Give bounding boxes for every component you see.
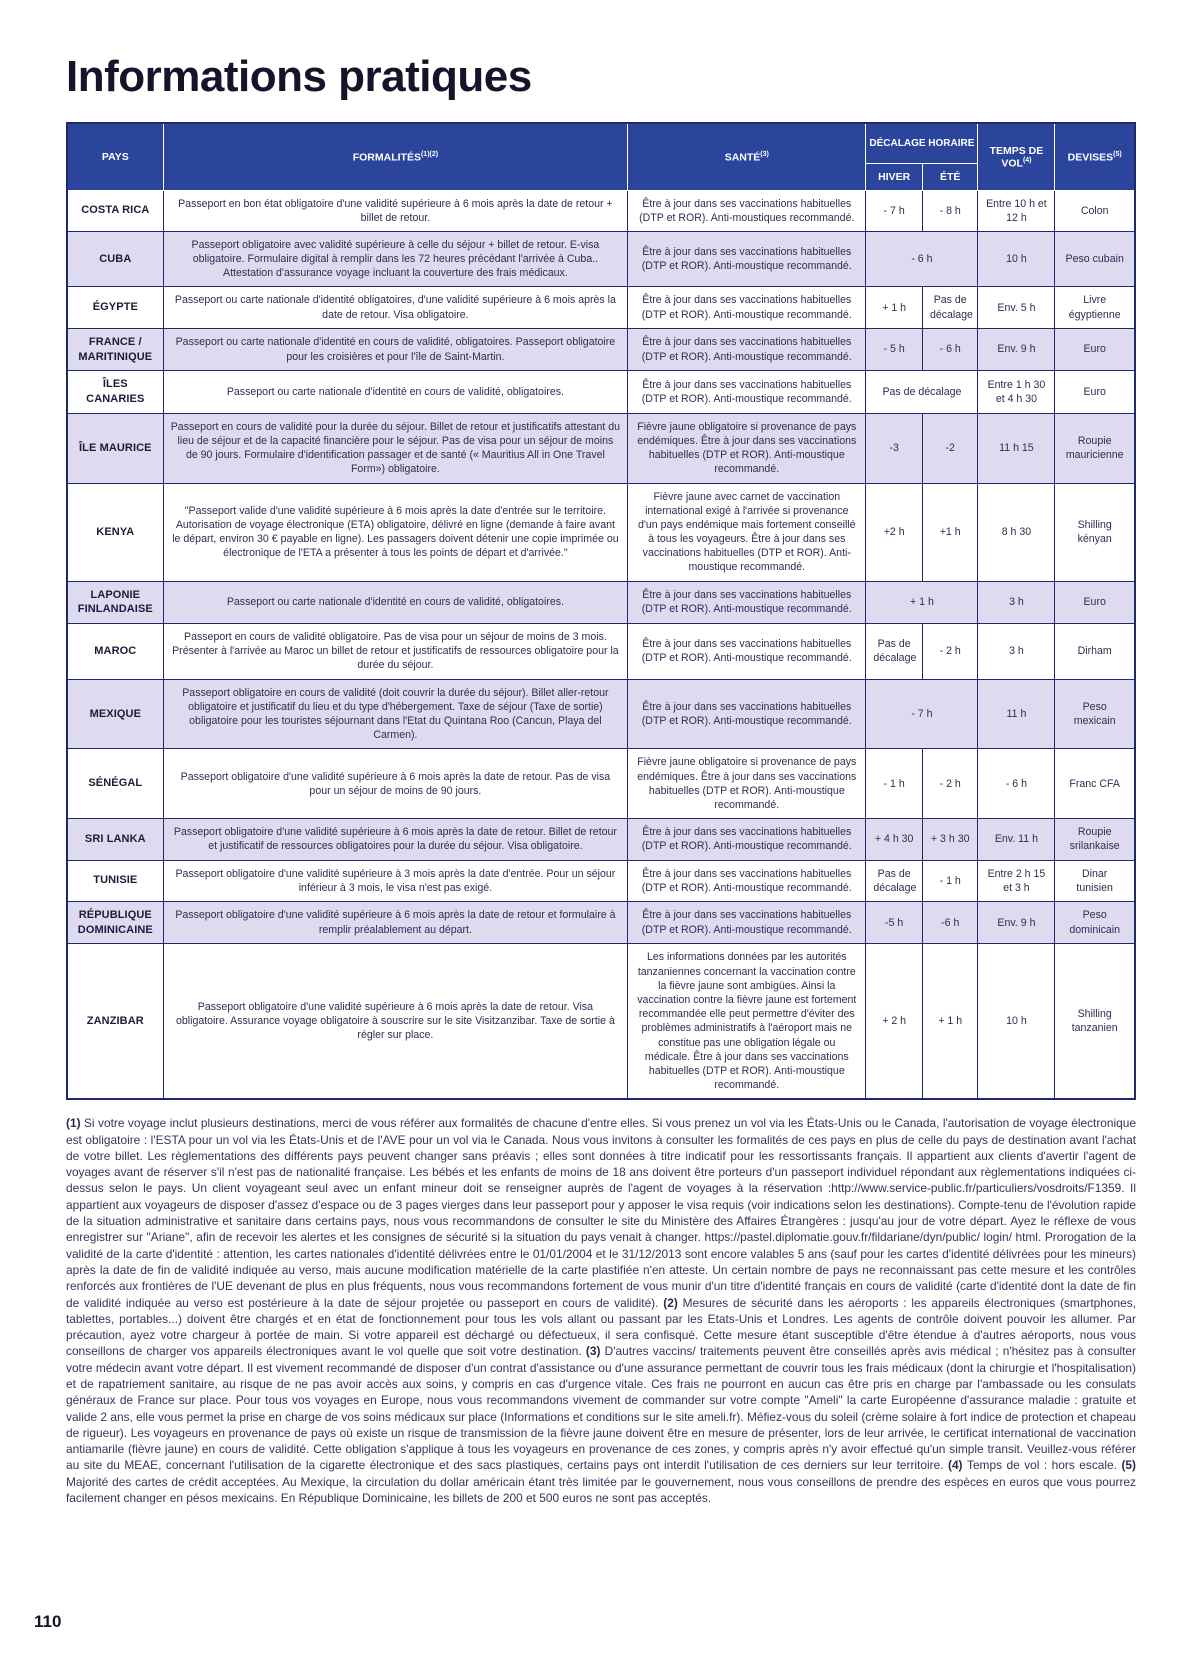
cell-decalage-ete: -6 h — [922, 901, 978, 943]
header-temps-de-vol — [978, 123, 1055, 190]
cell-decalage-combined: - 6 h — [866, 231, 978, 287]
page-number: 110 — [34, 1612, 62, 1631]
cell-pays: ÉGYPTE — [67, 287, 163, 328]
cell-temps-de-vol: Entre 1 h 30 et 4 h 30 — [978, 371, 1055, 413]
cell-temps-de-vol: Env. 5 h — [978, 287, 1055, 328]
cell-decalage-ete: - 6 h — [922, 328, 978, 370]
table-row — [67, 581, 1135, 623]
header-sante — [628, 123, 866, 190]
cell-sante: Être à jour dans ses vaccinations habituelles (DTP et ROR). Anti-moustique recommandé. — [628, 679, 866, 749]
cell-decalage-hiver: - 5 h — [866, 328, 923, 370]
cell-sante: Être à jour dans ses vaccinations habituelles (DTP et ROR). Anti-moustique recommandé. — [628, 901, 866, 943]
header-devises-label: DEVISES — [1067, 151, 1114, 163]
table-row — [67, 371, 1135, 413]
cell-pays: FRANCE / MARITINIQUE — [67, 328, 163, 370]
cell-pays: COSTA RICA — [67, 190, 163, 231]
cell-devises: Peso dominicain — [1055, 901, 1135, 943]
footnote-text: Si votre voyage inclut plusieurs destinations, merci de vous référer aux formalités de chacune d'entre elles. Si vous prenez un vol via les États-Unis ou le Canada, l'autorisation de voyage électronique est obligatoire : l'ESTA pour un vol via les États-Unis et de l'AVE pour un vol via le Canada. Nous vous invitons à consulter les formalités de ces pays en plus de celle du pays de destination avant l'achat de votre billet. Les règlementations des différents pays peuvent changer sans préavis ; elles sont données à titre indicatif pour les ressortissants français. Il appartient aux clients d'avertir l'agent de voyages avant de réserver s'il n'est pas de nationalité française. Les bébés et les enfants de moins de 18 ans doivent être porteurs d'un passeport individuel répondant aux règlementations indiquées ci-dessus selon le pays. Un client voyageant seul avec un enfant mineur doit se renseigner auprès de l'agent de voyages à la réservation :http://www.service-public.fr/particuliers/vosdroits/F1359. Il appartient aux voyageurs de disposer d'assez d'espace ou de 3 pages vierges dans leur passeport pour y apposer le visa requis (voir indications selon les destinations). Compte-tenu de l'évolution rapide de la situation administrative et sanitaire dans certains pays, nous vous recommandons de consulter le site du Ministère des Affaires Étrangères : jusqu'au jour de votre départ. Ayez le réflexe de vous enregistrer sur "Ariane", afin de recevoir les alertes et les consignes de sécurité si la situation du pays venait à changer. https://pastel.diplomatie.gouv.fr/fildariane/dyn/public/ login/ html. Prorogation de la validité de la carte d'identité : attention, les cartes nationales d'identité délivrées entre le 01/01/2004 et le 31/12/2013 sont encore valables 5 ans (sauf pour les cartes d'identité délivrées pour les mineurs) après la date de fin de validité indiquée au verso, mais aucune modification matérielle de la carte plastifiée n'en atteste. Un certain nombre de pays ne reconnaissant pas cette mesure et les contrôles renforcés aux frontières de l'UE devenant de plus en plus fréquents, nous vous recommandons fortement de vous munir d'un titre d'identité français en cours de validité (carte d'identité dont la date de fin de validité indiquée au verso est postérieure à la date de séjour projetée ou passeport en cours de validité). — [66, 1116, 1136, 1310]
header-hiver: HIVER — [866, 163, 923, 190]
cell-devises: Shilling kényan — [1055, 483, 1135, 581]
cell-decalage-hiver: - 7 h — [866, 190, 923, 231]
cell-temps-de-vol: 3 h — [978, 624, 1055, 680]
cell-temps-de-vol: 10 h — [978, 231, 1055, 287]
table-row — [67, 413, 1135, 483]
cell-sante: Être à jour dans ses vaccinations habituelles (DTP et ROR). Anti-moustique recommandé. — [628, 581, 866, 623]
cell-formalites: Passeport en cours de validité pour la durée du séjour. Billet de retour et justificatifs attestant du lieu de séjour et de la capacité financière pour le séjour. Pas de visa pour un séjour de moins de 90 jours. Formulaire d'identification passager et de santé (« Mauritius All in One Travel Form») obligatoire. — [163, 413, 628, 483]
header-ete: ÉTÉ — [922, 163, 978, 190]
table-row — [67, 328, 1135, 370]
cell-temps-de-vol: Env. 9 h — [978, 901, 1055, 943]
cell-formalites: Passeport obligatoire d'une validité supérieure à 6 mois après la date de retour. Visa obligatoire. Assurance voyage obligatoire à souscrire sur le site Visitzanzibar. Taxe de sortie à régler sur place. — [163, 944, 628, 1099]
cell-decalage-hiver: +2 h — [866, 483, 923, 581]
cell-devises: Livre égyptienne — [1055, 287, 1135, 328]
cell-devises: Peso mexicain — [1055, 679, 1135, 749]
cell-formalites: Passeport obligatoire avec validité supérieure à celle du séjour + billet de retour. E-visa obligatoire. Formulaire digital à remplir dans les 72 heures précédant l'arrivée à Cuba.. Attestation d'assurance voyage incluant la couverture des frais médicaux. — [163, 231, 628, 287]
table-row — [67, 944, 1135, 1099]
cell-decalage-ete: Pas de décalage — [922, 287, 978, 328]
cell-temps-de-vol: - 6 h — [978, 749, 1055, 819]
cell-sante: Être à jour dans ses vaccinations habituelles (DTP et ROR). Anti-moustiques recommandé. — [628, 190, 866, 231]
table-row — [67, 860, 1135, 901]
cell-temps-de-vol: Entre 10 h et 12 h — [978, 190, 1055, 231]
cell-sante: Fièvre jaune avec carnet de vaccination international exigé à l'arrivée si provenance d'un pays endémique mais fortement conseillé à tous les voyageurs. Être à jour dans ses vaccinations habituelles (DTP et ROR). Anti-moustique recommandé. — [628, 483, 866, 581]
page-title: Informations pratiques — [66, 52, 532, 101]
table-row — [67, 679, 1135, 749]
practical-info-table — [66, 122, 1136, 1100]
cell-temps-de-vol: 11 h — [978, 679, 1055, 749]
header-devises — [1055, 123, 1135, 190]
footnote-text: Mesures de sécurité dans les aéroports : les appareils électroniques (smartphones, tablettes, portables...) doivent être chargés et en état de fonctionnement pour tous les vols allant ou passant par les Etats-Unis et Londres. Les agents de contrôle doivent pouvoir les allumer. Par précaution, ayez votre chargeur à portée de main. Si votre appareil est déchargé ou défectueux, il sera confisqué. Cette mesure étant susceptible d'être étendue à d'autres aéroports, nous vous conseillons de charger vos appareils électroniques avant le vol quelle que soit votre destination. — [66, 1295, 1136, 1359]
cell-decalage-ete: - 1 h — [922, 860, 978, 901]
cell-pays: MAROC — [67, 624, 163, 680]
cell-formalites: Passeport obligatoire d'une validité supérieure à 6 mois après la date de retour. Pas de visa pour un séjour de moins de 90 jours. — [163, 749, 628, 819]
cell-sante: Être à jour dans ses vaccinations habituelles (DTP et ROR). Anti-moustique recommandé. — [628, 860, 866, 901]
cell-temps-de-vol: 10 h — [978, 944, 1055, 1099]
cell-formalites: Passeport ou carte nationale d'identité en cours de validité, obligatoires. Passeport obligatoire pour les croisières et pour l'île de Saint-Martin. — [163, 328, 628, 370]
cell-decalage-hiver: + 4 h 30 — [866, 819, 923, 860]
cell-devises: Peso cubain — [1055, 231, 1135, 287]
cell-temps-de-vol: Env. 11 h — [978, 819, 1055, 860]
header-pays: PAYS — [67, 123, 163, 190]
cell-decalage-combined: Pas de décalage — [866, 371, 978, 413]
table-row — [67, 624, 1135, 680]
table-row — [67, 190, 1135, 231]
cell-temps-de-vol: 11 h 15 — [978, 413, 1055, 483]
cell-temps-de-vol: 3 h — [978, 581, 1055, 623]
footnote-marker: (4) — [947, 1458, 967, 1473]
cell-pays: LAPONIE FINLANDAISE — [67, 581, 163, 623]
cell-devises: Roupie mauricienne — [1055, 413, 1135, 483]
cell-sante: Les informations données par les autorités tanzaniennes concernant la vaccination contre la fièvre jaune sont ambigües. Ainsi la vaccination contre la fièvre jaune est fortement recommandée elle peut permettre d'éviter des problèmes administratifs à l'aéroport mais ne constitue pas une obligation légale ou médicale. Être à jour dans ses vaccinations habituelles (DTP et ROR). Anti-moustique recommandé. — [628, 944, 866, 1099]
cell-pays: CUBA — [67, 231, 163, 287]
cell-devises: Franc CFA — [1055, 749, 1135, 819]
cell-decalage-hiver: Pas de décalage — [866, 860, 923, 901]
footnote-marker: (1) — [66, 1116, 84, 1131]
cell-sante: Être à jour dans ses vaccinations habituelles (DTP et ROR). Anti-moustique recommandé. — [628, 819, 866, 860]
cell-decalage-hiver: -5 h — [866, 901, 923, 943]
header-decalage-horaire: DÉCALAGE HORAIRE — [866, 123, 978, 163]
cell-devises: Dinar tunisien — [1055, 860, 1135, 901]
cell-devises: Colon — [1055, 190, 1135, 231]
cell-decalage-ete: - 2 h — [922, 624, 978, 680]
cell-devises: Euro — [1055, 328, 1135, 370]
header-formalites-footnote-marker: (1)(2) — [420, 150, 439, 158]
table-row — [67, 231, 1135, 287]
cell-decalage-ete: -2 — [922, 413, 978, 483]
cell-pays: KENYA — [67, 483, 163, 581]
footnote-text: D'autres vaccins/ traitements peuvent être conseillés après avis médical ; n'hésitez pas à consulter votre médecin avant votre départ. Il est vivement recommandé de disposer d'un contrat d'assistance ou d'une assurance permettant de couvrir tous les frais médicaux (dont la chirurgie et l'hospitalisation) et de rapatriement sanitaire, au risque de ne pas avoir accès aux soins, y compris en cas d'urgence vitale. Ces frais ne pourront en aucun cas être pris en charge par l'ambassade ou les consulats généraux de France sur place. Pour tous vos voyages en Europe, nous vous recommandons vivement de commander sur votre compte "Ameli" la carte Européenne d'assurance maladie : gratuite et valide 2 ans, elle vous permet la prise en charge de vos soins médicaux sur place (Informations et conditions sur le site ameli.fr). Méfiez-vous du soleil (crème solaire à fort indice de protection et chapeau de rigueur). Les voyageurs en provenance de pays où existe un risque de transmission de la fièvre jaune doivent être en mesure de présenter, lors de leur arrivée, le certificat international de vaccination antiamarile (fièvre jaune) en cours de validité. Cette obligation s'applique à tous les voyageurs en provenance de ces zones, y compris après n'y avoir effectué qu'un simple transit. Veuillez-vous référer au site du MEAE, concernant l'utilisation de la cigarette électronique et des sacs plastiques, certains pays ont interdit l'utilisation de ces derniers sur leur territoire. — [66, 1344, 1136, 1473]
table-header — [67, 123, 1135, 190]
table-body — [67, 190, 1135, 1099]
table-row — [67, 483, 1135, 581]
footnote-text: Majorité des cartes de crédit acceptées. Au Mexique, la circulation du dollar américain étant très limitée par le gouvernement, nous vous conseillons de prendre des espèces en euros que vous pourrez facilement changer en pésos mexicains. En République Dominicaine, les billets de 200 et 500 euros ne sont pas acceptés. — [66, 1474, 1136, 1506]
cell-temps-de-vol: Entre 2 h 15 et 3 h — [978, 860, 1055, 901]
cell-formalites: Passeport obligatoire d'une validité supérieure à 6 mois après la date de retour. Billet de retour et justificatif de ressources obligatoires pour la durée du séjour. Visa obligatoire. — [163, 819, 628, 860]
cell-formalites: "Passeport valide d'une validité supérieure à 6 mois après la date d'entrée sur le territoire. Autorisation de voyage électronique (ETA) obligatoire, délivré en ligne (demande à faire avant le départ, environ 30 € payable en ligne). Les passagers doivent détenir une copie imprimée ou électronique de l'ETA a présenter à tous les points de départ et d'arrivée." — [163, 483, 628, 581]
cell-decalage-combined: - 7 h — [866, 679, 978, 749]
cell-decalage-ete: - 2 h — [922, 749, 978, 819]
header-row-main — [67, 123, 1135, 163]
footnote-marker: (5) — [1121, 1458, 1136, 1473]
cell-sante: Être à jour dans ses vaccinations habituelles (DTP et ROR). Anti-moustique recommandé. — [628, 287, 866, 328]
cell-formalites: Passeport ou carte nationale d'identité obligatoires, d'une validité supérieure à 6 mois après la date de retour. Visa obligatoire. — [163, 287, 628, 328]
cell-decalage-hiver: + 2 h — [866, 944, 923, 1099]
footnote-marker: (3) — [585, 1344, 605, 1359]
cell-decalage-combined: + 1 h — [866, 581, 978, 623]
footnote-text: Temps de vol : hors escale. — [967, 1458, 1122, 1473]
cell-sante: Être à jour dans ses vaccinations habituelles (DTP et ROR). Anti-moustique recommandé. — [628, 231, 866, 287]
cell-pays: SRI LANKA — [67, 819, 163, 860]
cell-temps-de-vol: Env. 9 h — [978, 328, 1055, 370]
cell-formalites: Passeport obligatoire d'une validité supérieure à 3 mois après la date d'entrée. Pour un séjour inférieur à 3 mois, le visa n'est pas exigé. — [163, 860, 628, 901]
cell-devises: Shilling tanzanien — [1055, 944, 1135, 1099]
header-temps-de-vol-label: TEMPS DE VOL — [989, 144, 1044, 169]
cell-devises: Roupie srilankaise — [1055, 819, 1135, 860]
cell-formalites: Passeport en cours de validité obligatoire. Pas de visa pour un séjour de moins de 3 mois. Présenter à l'arrivée au Maroc un billet de retour et justificatifs de ressources obligatoire pour la durée du séjour. — [163, 624, 628, 680]
cell-decalage-hiver: -3 — [866, 413, 923, 483]
header-sante-footnote-marker: (3) — [760, 150, 769, 158]
cell-temps-de-vol: 8 h 30 — [978, 483, 1055, 581]
table-row — [67, 749, 1135, 819]
cell-pays: ZANZIBAR — [67, 944, 163, 1099]
cell-decalage-hiver: Pas de décalage — [866, 624, 923, 680]
cell-sante: Être à jour dans ses vaccinations habituelles (DTP et ROR). Anti-moustique recommandé. — [628, 328, 866, 370]
cell-decalage-ete: + 3 h 30 — [922, 819, 978, 860]
footnote-marker: (2) — [663, 1295, 683, 1310]
footnotes-paragraph — [66, 1115, 1136, 1506]
header-sante-label: SANTÉ — [724, 151, 761, 163]
cell-formalites: Passeport obligatoire en cours de validité (doit couvrir la durée du séjour). Billet aller-retour obligatoire et justificatif du lieu et du type d'hébergement. Taxe de séjour (Taxe de sortie) obligatoire pour les touristes séjournant dans l'Etat du Quintana Roo (Cancun, Playa del Carmen). — [163, 679, 628, 749]
cell-decalage-ete: + 1 h — [922, 944, 978, 1099]
cell-pays: ÎLES CANARIES — [67, 371, 163, 413]
cell-pays: TUNISIE — [67, 860, 163, 901]
cell-pays: ÎLE MAURICE — [67, 413, 163, 483]
cell-decalage-hiver: + 1 h — [866, 287, 923, 328]
table-row — [67, 819, 1135, 860]
cell-decalage-ete: +1 h — [922, 483, 978, 581]
cell-formalites: Passeport ou carte nationale d'identité en cours de validité, obligatoires. — [163, 371, 628, 413]
table-row — [67, 287, 1135, 328]
cell-devises: Dirham — [1055, 624, 1135, 680]
cell-sante: Fièvre jaune obligatoire si provenance de pays endémiques. Être à jour dans ses vaccinations habituelles (DTP et ROR). Anti-moustique recommandé. — [628, 749, 866, 819]
cell-devises: Euro — [1055, 371, 1135, 413]
cell-formalites: Passeport en bon état obligatoire d'une validité supérieure à 6 mois après la date de retour + billet de retour. — [163, 190, 628, 231]
header-formalites-label: FORMALITÉS — [352, 151, 421, 163]
cell-devises: Euro — [1055, 581, 1135, 623]
cell-sante: Fièvre jaune obligatoire si provenance de pays endémiques. Être à jour dans ses vaccinations habituelles (DTP et ROR). Anti-moustique recommandé. — [628, 413, 866, 483]
cell-sante: Être à jour dans ses vaccinations habituelles (DTP et ROR). Anti-moustique recommandé. — [628, 371, 866, 413]
cell-formalites: Passeport ou carte nationale d'identité en cours de validité, obligatoires. — [163, 581, 628, 623]
cell-decalage-hiver: - 1 h — [866, 749, 923, 819]
cell-sante: Être à jour dans ses vaccinations habituelles (DTP et ROR). Anti-moustique recommandé. — [628, 624, 866, 680]
header-formalites — [163, 123, 628, 190]
header-devises-footnote-marker: (5) — [1113, 150, 1122, 158]
header-temps-de-vol-footnote-marker: (4) — [1022, 156, 1032, 164]
cell-pays: RÉPUBLIQUE DOMINICAINE — [67, 901, 163, 943]
cell-pays: MEXIQUE — [67, 679, 163, 749]
cell-decalage-ete: - 8 h — [922, 190, 978, 231]
cell-formalites: Passeport obligatoire d'une validité supérieure à 6 mois après la date de retour et formulaire à remplir préalablement au départ. — [163, 901, 628, 943]
table-row — [67, 901, 1135, 943]
cell-pays: SÉNÉGAL — [67, 749, 163, 819]
